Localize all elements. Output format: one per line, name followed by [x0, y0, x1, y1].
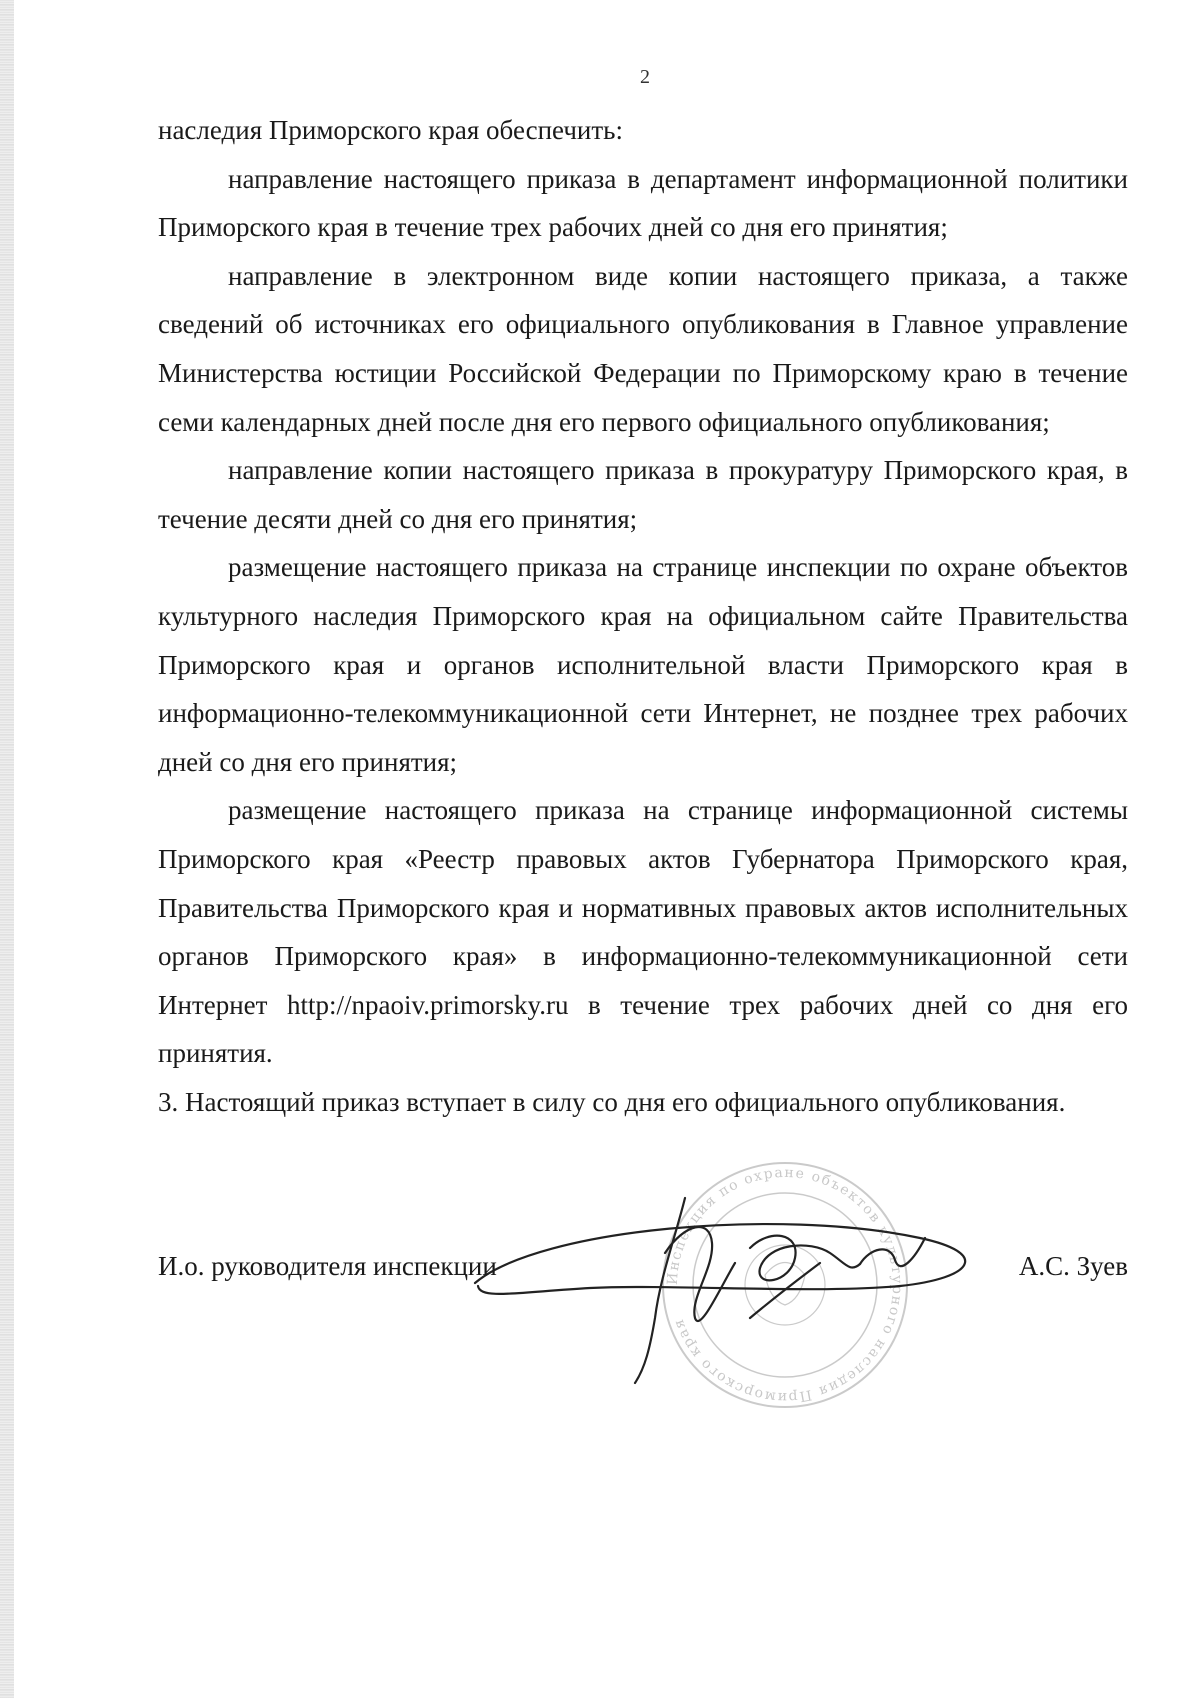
page-number: 2 — [640, 66, 650, 88]
paragraph-continuation: наследия Приморского края обеспечить: — [158, 115, 623, 145]
paragraph-prosecutor: направление копии настоящего приказа в прокуратуру Приморского края, в течение десяти дней со дня его принятия; — [158, 455, 1128, 534]
paragraph-info-policy: направление настоящего приказа в департамент информационной политики Приморского края в течение трех рабочих дней со дня его принятия; — [158, 163, 1128, 243]
paragraph-registry: размещение настоящего приказа на странице информационной системы Приморского края «Реестр правовых актов Губернатора Приморского края, Правительства Приморского края и нормативных правовых актов исполнительных органов Приморского края» в информационно-телекоммуникационной сети Интернет http://npaoiv.primorsky.ru в течение трех рабочих дней со дня его принятия. — [158, 795, 1128, 1069]
paragraph-effective-date: 3. Настоящий приказ вступает в силу со дня его официального опубликования. — [158, 1086, 1066, 1117]
signatory-title: И.о. руководителя инспекции — [158, 1251, 497, 1281]
stamp-ring-text: Инспекция по охране объектов культурного наследия Приморского края — [664, 1164, 906, 1406]
document-body — [158, 106, 1128, 1126]
signature-block — [158, 1246, 1128, 1286]
paragraph-website: размещение настоящего приказа на странице инспекции по охране объектов культурного наследия Приморского края на официальном сайте Правительства Приморского края и органов исполнительной власти Приморского края в информационно-телекоммуникационной сети Интернет, не позднее трех рабочих дней со дня его принятия; — [158, 552, 1128, 777]
scan-edge-artifact — [0, 0, 14, 1698]
signatory-name: А.С. Зуев — [1018, 1251, 1128, 1281]
paragraph-justice-ministry: направление в электронном виде копии настоящего приказа, а также сведений об источниках его официального опубликования в Главное управление Министерства юстиции Российской Федерации по Приморскому краю в течение семи календарных дней после дня его первого официального опубликования; — [158, 260, 1128, 437]
